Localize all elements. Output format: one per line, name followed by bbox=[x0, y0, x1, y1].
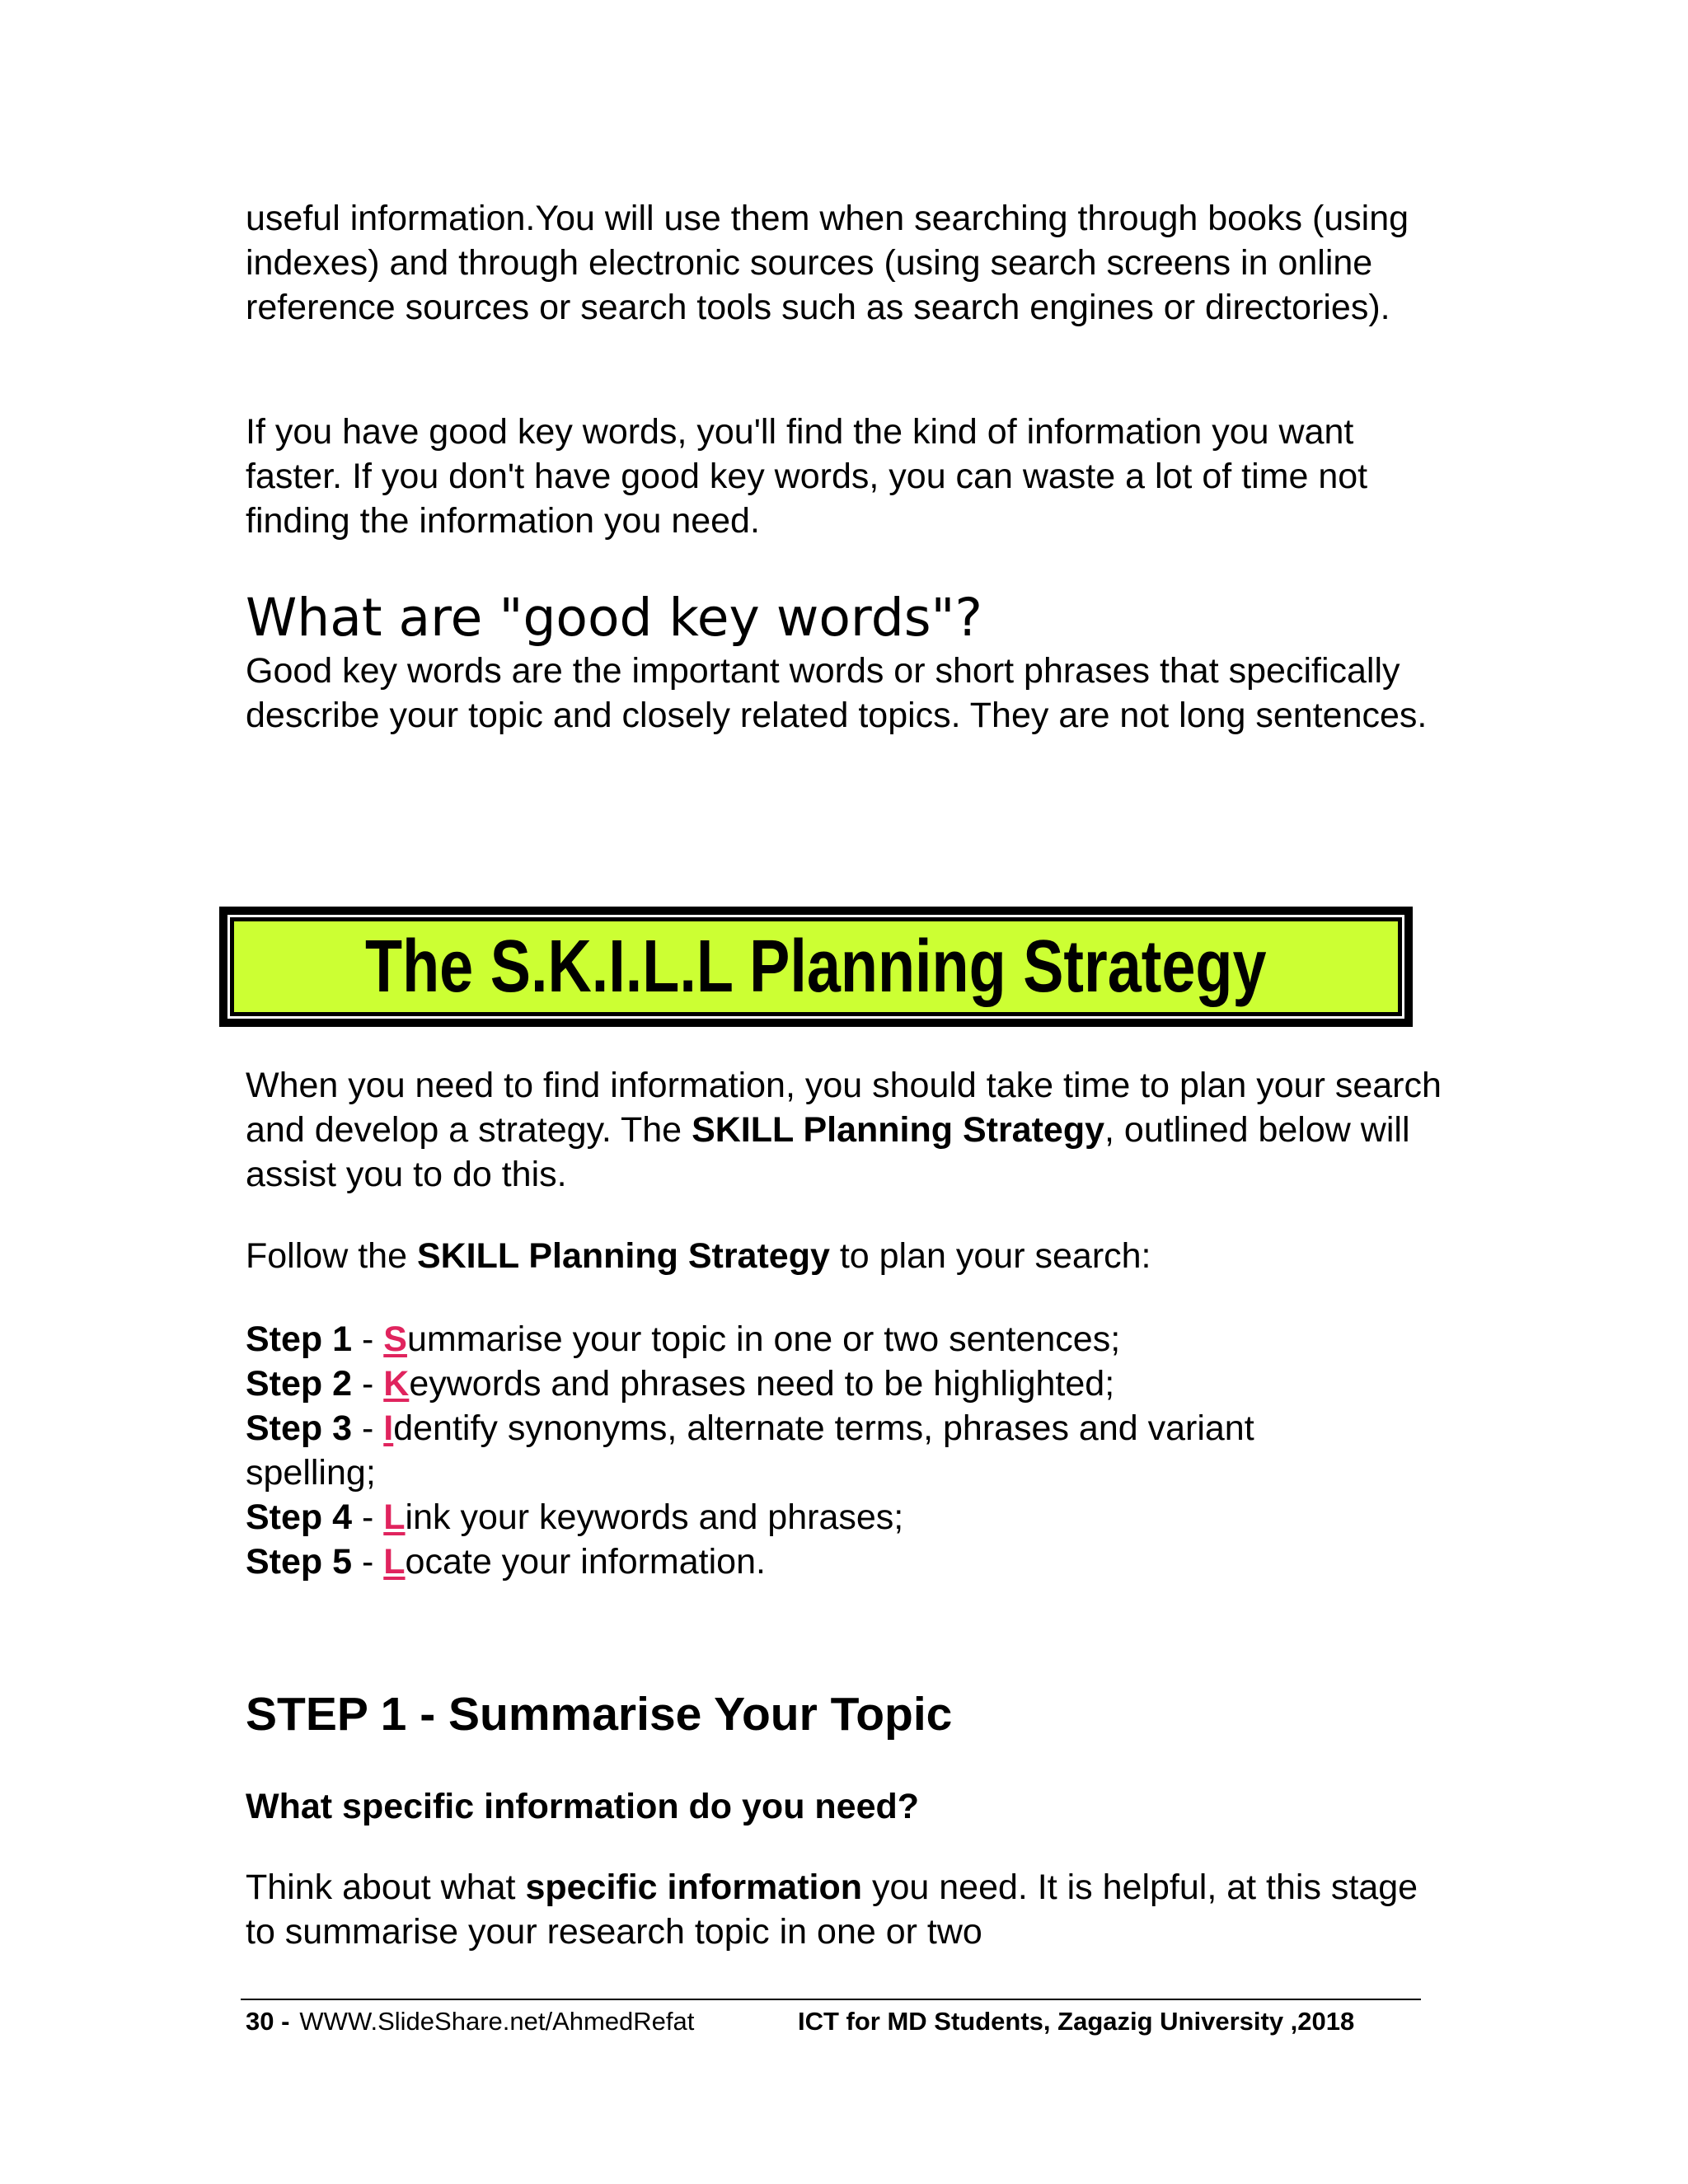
footer-course: ICT for MD Students, Zagazig University ,2018 bbox=[798, 2007, 1355, 2036]
step-letter: S bbox=[383, 1319, 407, 1359]
heading-good-key-words: What are "good key words"? bbox=[246, 588, 982, 648]
step-item-5 bbox=[246, 1540, 1449, 1584]
step-text: eywords and phrases need to be highlighted; bbox=[409, 1364, 1115, 1404]
step-separator: - bbox=[352, 1542, 384, 1582]
intro-bold: SKILL Planning Strategy bbox=[692, 1110, 1105, 1150]
footer-url: WWW.SlideShare.net/AhmedRefat bbox=[299, 2007, 695, 2036]
step-item-3 bbox=[246, 1406, 1449, 1451]
step-item-4 bbox=[246, 1495, 1449, 1540]
think-bold: specific information bbox=[525, 1868, 863, 1907]
skill-banner-fill bbox=[234, 921, 1398, 1012]
step-separator: - bbox=[352, 1408, 384, 1448]
follow-bold: SKILL Planning Strategy bbox=[416, 1236, 830, 1276]
heading-step1-summarise: STEP 1 - Summarise Your Topic bbox=[246, 1688, 953, 1741]
step-text: ummarise your topic in one or two sentences; bbox=[406, 1319, 1121, 1359]
step-label: Step 5 bbox=[246, 1542, 353, 1582]
step-letter: L bbox=[383, 1497, 406, 1537]
step-text: ocate your information. bbox=[405, 1542, 766, 1582]
follow-text-1: Follow the bbox=[246, 1236, 417, 1276]
step-label: Step 1 bbox=[246, 1319, 353, 1359]
banner-title: The S.K.I.L.L Planning Strategy bbox=[365, 925, 1267, 1008]
intro-text-1: When you need to find information, you should take time to plan your search and develop a strategy. The bbox=[246, 1066, 1442, 1150]
step-item-2 bbox=[246, 1361, 1449, 1406]
step-item-1 bbox=[246, 1317, 1449, 1361]
step-label: Step 2 bbox=[246, 1364, 353, 1404]
think-text-2: you need. It is helpful, at this stage to summarise your research topic in one or two bbox=[246, 1868, 1418, 1952]
subheading-specific-information: What specific information do you need? bbox=[246, 1787, 920, 1826]
paragraph-intro bbox=[246, 1063, 1449, 1197]
paragraph-key-words-definition: Good key words are the important words or short phrases that specifically describe your topic and closely related topics. They are not long sentences. bbox=[246, 651, 1428, 735]
step-separator: - bbox=[352, 1497, 384, 1537]
paragraph-follow bbox=[246, 1234, 1449, 1278]
steps-list bbox=[246, 1317, 1449, 1584]
step-letter: I bbox=[383, 1408, 394, 1448]
paragraph-think-about bbox=[246, 1865, 1449, 1954]
footer-divider bbox=[241, 1999, 1421, 2000]
step-letter: K bbox=[383, 1364, 410, 1404]
step-text-continued: spelling; bbox=[246, 1453, 376, 1493]
step-separator: - bbox=[352, 1364, 384, 1404]
footer-page-number: 30 - bbox=[246, 2007, 290, 2036]
step-item-3-continued bbox=[246, 1451, 1449, 1495]
step-label: Step 3 bbox=[246, 1408, 353, 1448]
paragraph-good-key-words: If you have good key words, you'll find the kind of information you want faster. If you don't have good key words, you can waste a lot of time not finding the information you need. bbox=[246, 412, 1368, 541]
skill-banner-border bbox=[227, 915, 1404, 1019]
intro-text-2: , outlined below will assist you to do this. bbox=[246, 1110, 1410, 1194]
step-separator: - bbox=[352, 1319, 384, 1359]
paragraph-useful-information: useful information.You will use them when searching through books (using indexes) and through electronic sources (using search screens in online reference sources or search tools such as search engines or directories). bbox=[246, 199, 1409, 327]
step-label: Step 4 bbox=[246, 1497, 353, 1537]
think-text-1: Think about what bbox=[246, 1868, 526, 1907]
step-text: ink your keywords and phrases; bbox=[405, 1497, 904, 1537]
skill-banner bbox=[219, 907, 1413, 1027]
follow-text-2: to plan your search: bbox=[829, 1236, 1151, 1276]
page-footer bbox=[246, 2004, 1424, 2039]
step-letter: L bbox=[383, 1542, 406, 1582]
step-text: dentify synonyms, alternate terms, phrases and variant bbox=[393, 1408, 1254, 1448]
